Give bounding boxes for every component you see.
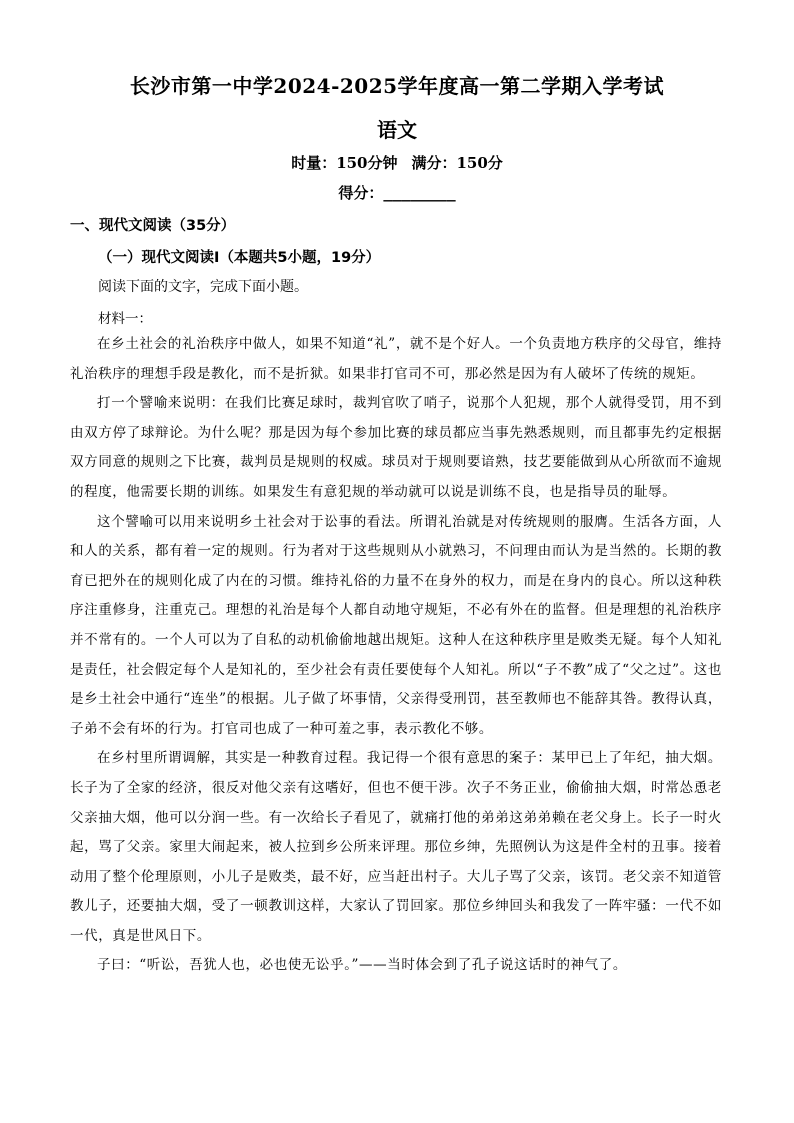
exam-meta bbox=[0, 152, 794, 173]
passage-paragraph: 子曰：“听讼，吾犹人也，必也使无讼乎。”——当时体会到了孔子说这话时的神气了。 bbox=[97, 957, 627, 974]
time-limit: 时量：150分钟 bbox=[291, 154, 398, 172]
passage-paragraph: 打一个譬喻来说明：在我们比赛足球时，裁判官吹了哨子，说那个人犯规，那个人就得受罚，用不到由双方停了球辩论。为什么呢？那是因为每个参加比赛的球员都应当事先熟悉规则，而且都事先约定根据双方同意的规则之下比赛，裁判员是规则的权威。球员对于规则要谙熟，技艺要能做到从心所欲而不逾规的程度，他需要长期的训练。如果发生有意犯规的举动就可以说是训练不良，也是指导员的耻辱。 bbox=[70, 395, 722, 500]
subsection-heading: （一）现代文阅读Ⅰ（本题共5小题，19分） bbox=[98, 250, 381, 266]
passage-paragraph: 在乡村里所谓调解，其实是一种教育过程。我记得一个很有意思的案子：某甲已上了年纪，抽大烟。长子为了全家的经济，很反对他父亲有这嗜好，但也不便干涉。次子不务正业，偷偷抽大烟，时常怂恿老父亲抽大烟，他可以分润一些。有一次给长子看见了，就痛打他的弟弟这弟弟赖在老父身上。长子一时火起，骂了父亲。家里大闹起来，被人拉到乡公所来评理。那位乡绅，先照例认为这是件全村的丑事。接着动用了整个伦理原则，小儿子是败类，最不好，应当赶出村子。大儿子骂了父亲，该罚。老父亲不知道管教儿子，还要抽大烟，受了一顿教训这样，大家认了罚回家。那位乡绅回头和我发了一阵牢骚：一代不如一代，真是世风日下。 bbox=[70, 750, 722, 944]
section-heading: 一、现代文阅读（35分） bbox=[70, 218, 236, 234]
score-blank: ________ bbox=[383, 184, 456, 202]
passage-paragraph: 这个譬喻可以用来说明乡土社会对于讼事的看法。所谓礼治就是对传统规则的服膺。生活各方面，人和人的关系，都有着一定的规则。行为者对于这些规则从小就熟习，不问理由而认为是当然的。长期的教育已把外在的规则化成了内在的习惯。维持礼俗的力量不在身外的权力，而是在身内的良心。所以这种秩序注重修身，注重克己。理想的礼治是每个人都自动地守规矩，不必有外在的监督。但是理想的礼治秩序并不常有的。一个人可以为了自私的动机偷偷地越出规矩。这种人在这种秩序里是败类无疑。每个人知礼是责任，社会假定每个人是知礼的，至少社会有责任要使每个人知礼。所以“子不教”成了“父之过”。这也是乡土社会中通行“连坐”的根据。儿子做了坏事情，父亲得受刑罚，甚至教师也不能辞其咎。教得认真，子弟不会有坏的行为。打官司也成了一种可羞之事，表示教化不够。 bbox=[70, 513, 722, 737]
material-label: 材料一： bbox=[98, 311, 152, 327]
reading-instruction: 阅读下面的文字，完成下面小题。 bbox=[98, 279, 308, 295]
exam-title: 长沙市第一中学2024-2025学年度高一第二学期入学考试 bbox=[129, 74, 665, 98]
passage-body bbox=[70, 330, 722, 981]
passage-paragraph: 在乡土社会的礼治秩序中做人，如果不知道“礼”，就不是个好人。一个负责地方秩序的父母官，维持礼治秩序的理想手段是教化，而不是折狱。如果非打官司不可，那必然是因为有人破坏了传统的规矩。 bbox=[70, 336, 722, 382]
total-score: 满分：150分 bbox=[411, 154, 503, 172]
score-line bbox=[0, 182, 794, 203]
subject-title: 语文 bbox=[377, 118, 417, 142]
score-label: 得分： bbox=[338, 184, 384, 202]
